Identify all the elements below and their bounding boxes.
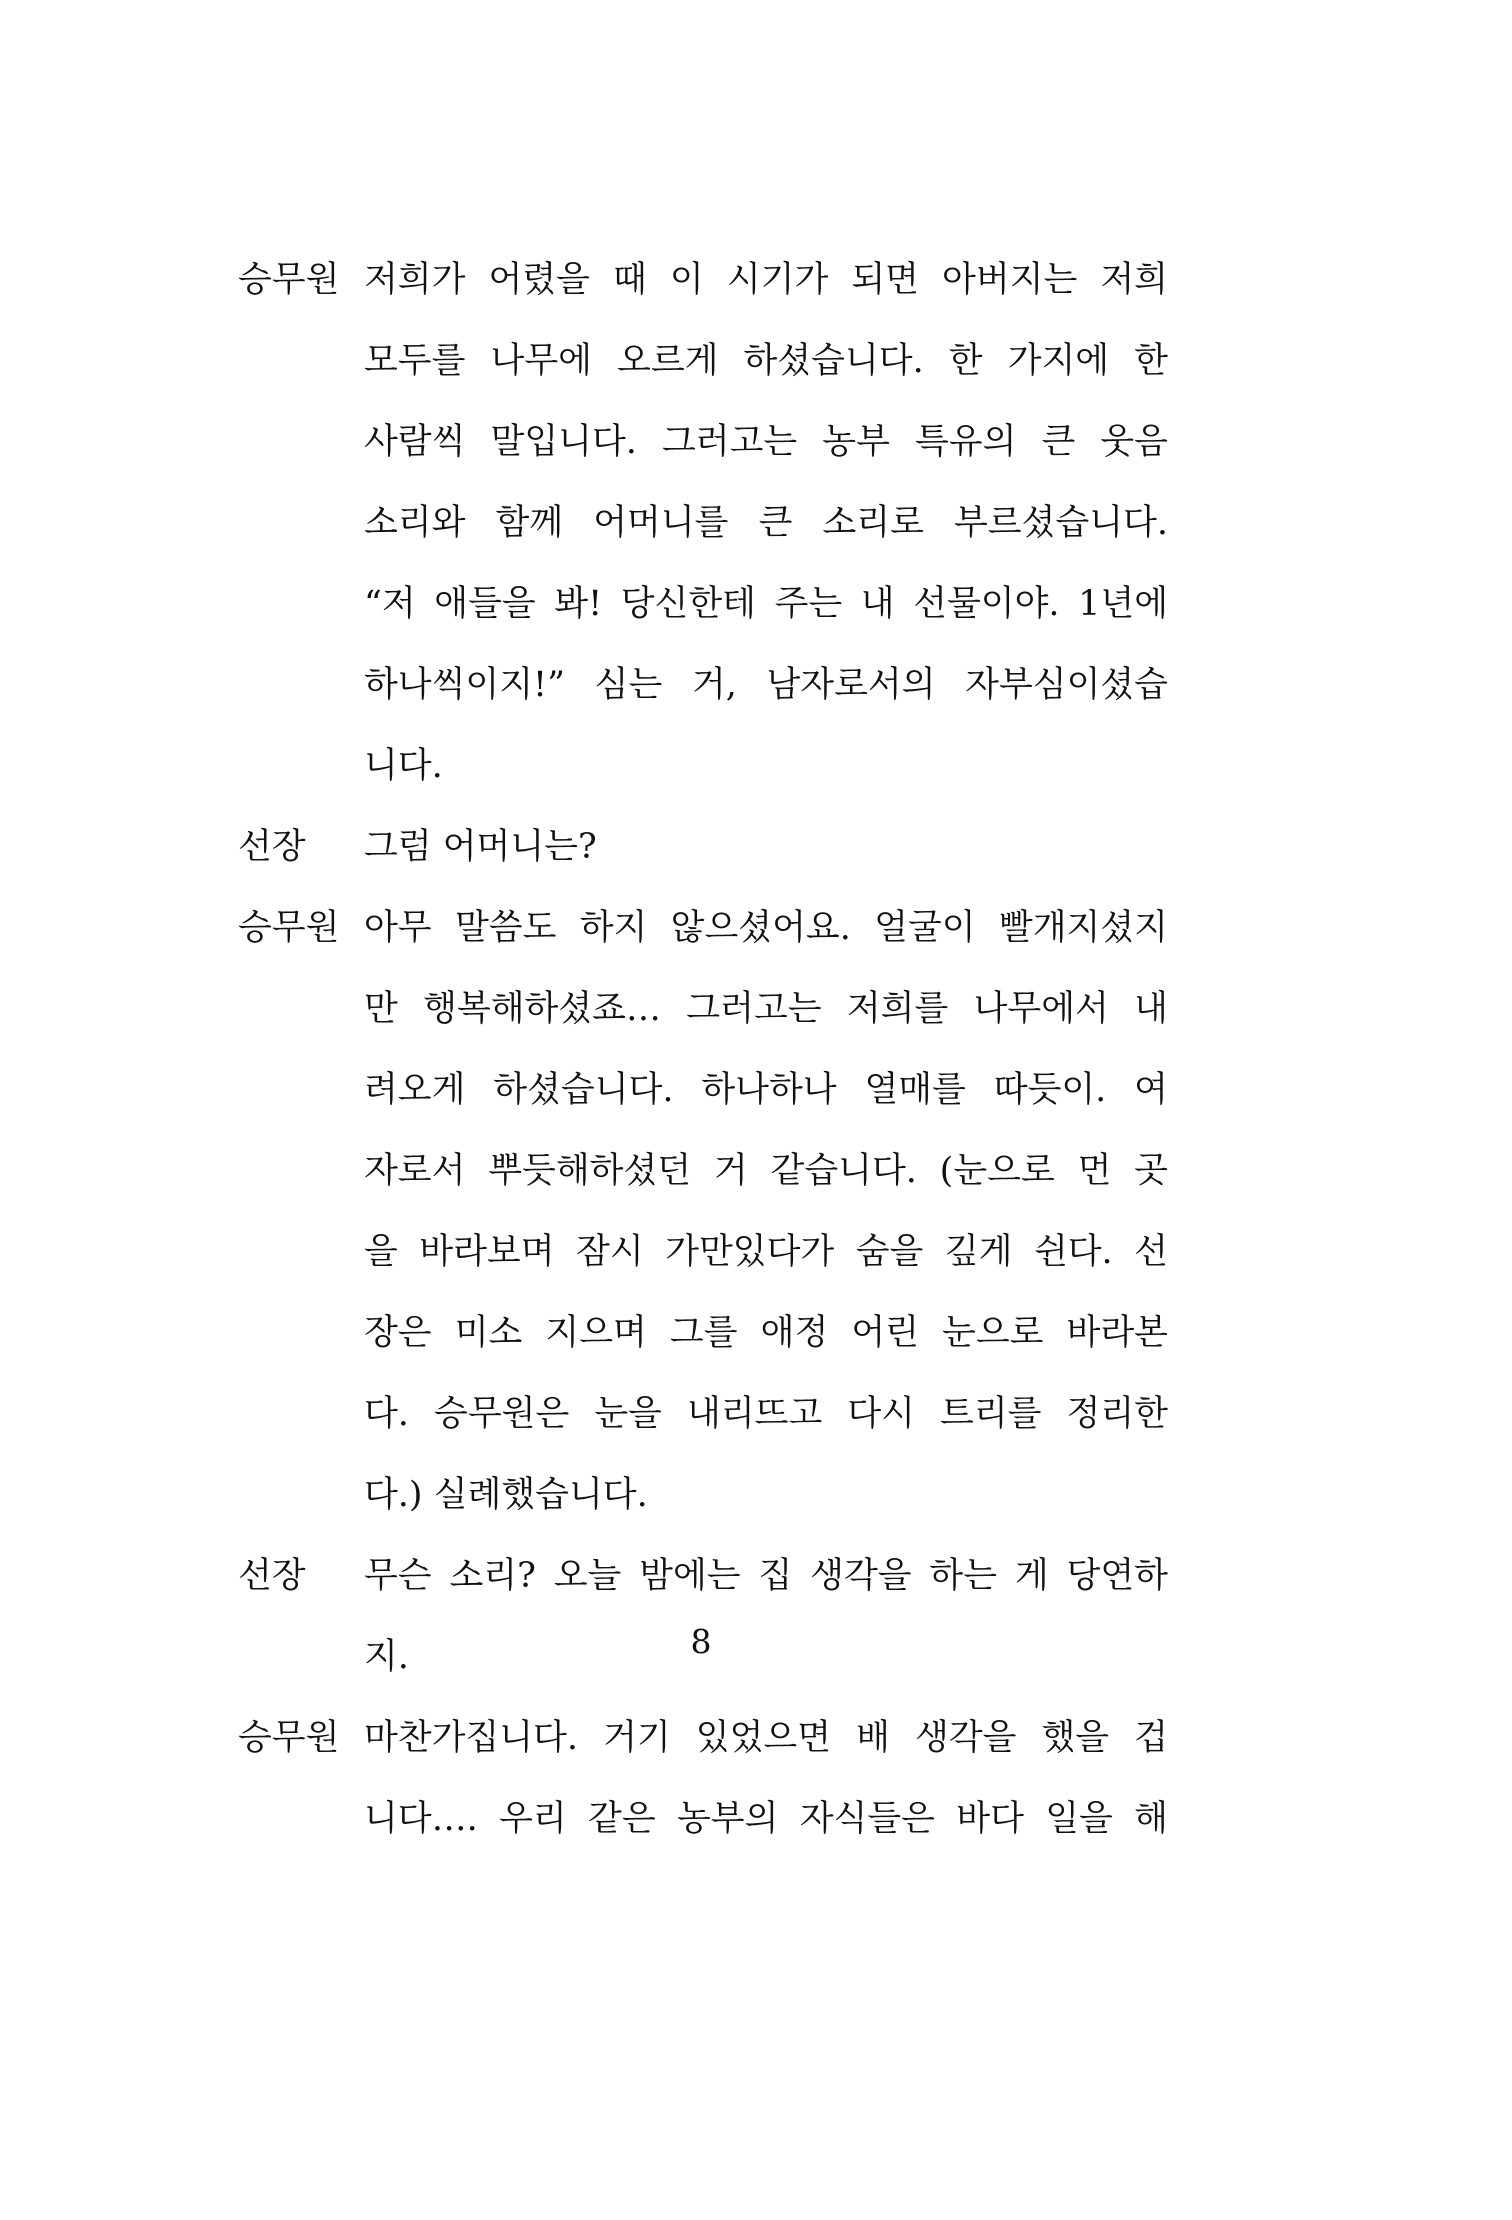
dialogue-entry: [238, 240, 1168, 807]
dialogue-entry: [238, 1536, 1168, 1698]
dialogue-line: 을 바라보며 잠시 가만있다가 숨을 깊게 쉰다. 선: [364, 1232, 1168, 1272]
dialogue-line: 하나씩이지!” 심는 거, 남자로서의 자부심이셨습: [364, 665, 1168, 705]
dialogue-line: 려오게 하셨습니다. 하나하나 열매를 따듯이. 여: [364, 1070, 1168, 1110]
speaker-name: 선장: [238, 1556, 306, 1596]
dialogue-entry: [238, 807, 1168, 888]
dialogue-line: 다.) 실례했습니다.: [364, 1475, 648, 1515]
dialogue-line: 자로서 뿌듯해하셨던 거 같습니다. (눈으로 먼 곳: [364, 1151, 1168, 1191]
dialogue-line: 장은 미소 지으며 그를 애정 어린 눈으로 바라본: [364, 1313, 1168, 1353]
dialogue-line: 모두를 나무에 오르게 하셨습니다. 한 가지에 한: [364, 341, 1168, 381]
speaker-name: 승무원: [238, 260, 340, 300]
speaker-name: 승무원: [238, 908, 340, 948]
dialogue-line: 다. 승무원은 눈을 내리뜨고 다시 트리를 정리한: [364, 1394, 1168, 1434]
dialogue-line: 지.: [364, 1637, 409, 1677]
dialogue-text: [364, 888, 1168, 1536]
dialogue-line: 저희가 어렸을 때 이 시기가 되면 아버지는 저희: [364, 260, 1168, 300]
dialogue-text: [364, 1536, 1168, 1698]
dialogue-line: “저 애들을 봐! 당신한테 주는 내 선물이야. 1년에: [364, 584, 1168, 624]
dialogue-line: 무슨 소리? 오늘 밤에는 집 생각을 하는 게 당연하: [364, 1556, 1168, 1596]
dialogue-entry: [238, 888, 1168, 1536]
dialogue-line: 니다.: [364, 746, 443, 786]
dialogue-text: [364, 807, 1168, 888]
dialogue-line: 만 행복해하셨죠… 그러고는 저희를 나무에서 내: [364, 989, 1168, 1029]
script-body: [238, 240, 1168, 1860]
dialogue-line: 사람씩 말입니다. 그러고는 농부 특유의 큰 웃음: [364, 422, 1168, 462]
dialogue-entry: [238, 1698, 1168, 1860]
page-number: 8: [690, 1622, 712, 1661]
speaker-name: 승무원: [238, 1718, 340, 1758]
dialogue-line: 니다…. 우리 같은 농부의 자식들은 바다 일을 해: [364, 1799, 1168, 1839]
dialogue-text: [364, 240, 1168, 807]
dialogue-line: 소리와 함께 어머니를 큰 소리로 부르셨습니다.: [364, 503, 1168, 543]
speaker-name: 선장: [238, 827, 306, 867]
dialogue-line: 마찬가집니다. 거기 있었으면 배 생각을 했을 겁: [364, 1718, 1168, 1758]
dialogue-text: [364, 1698, 1168, 1860]
dialogue-line: 그럼 어머니는?: [364, 827, 597, 867]
dialogue-line: 아무 말씀도 하지 않으셨어요. 얼굴이 빨개지셨지: [364, 908, 1168, 948]
